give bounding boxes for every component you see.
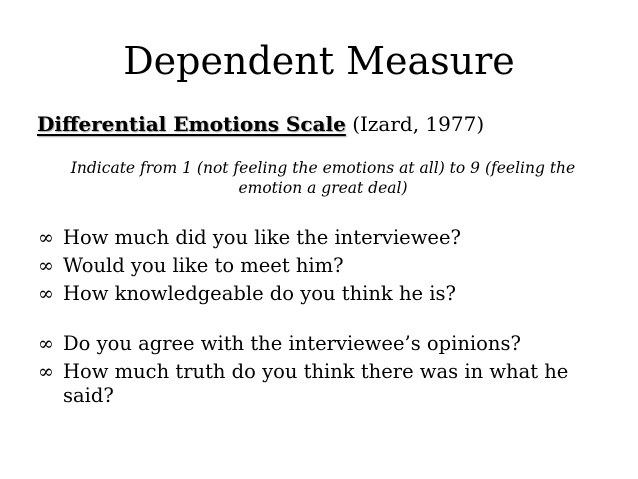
- instruction-text: Indicate from 1 (not feeling the emotions at all) to 9 (feeling the emotion a great deal): [70, 159, 576, 197]
- infinity-bullet-icon: ∞: [38, 333, 54, 355]
- question-item: [38, 226, 598, 250]
- question-text: Would you like to meet him?: [63, 254, 344, 277]
- infinity-bullet-icon: ∞: [38, 255, 54, 277]
- question-text: How knowledgeable do you think he is?: [63, 282, 456, 305]
- scale-citation: (Izard, 1977): [352, 112, 485, 136]
- question-text: Do you agree with the interviewee’s opinions?: [63, 332, 521, 355]
- page-title: Dependent Measure: [123, 39, 515, 83]
- question-text: How much truth do you think there was in what he said?: [63, 360, 569, 407]
- question-item: [38, 332, 598, 356]
- question-item: [38, 254, 598, 278]
- scale-heading: [37, 111, 484, 137]
- question-item: [38, 360, 598, 408]
- question-item: [38, 282, 598, 306]
- infinity-bullet-icon: ∞: [38, 361, 54, 383]
- question-text: How much did you like the interviewee?: [63, 226, 461, 249]
- infinity-bullet-icon: ∞: [38, 283, 54, 305]
- question-list: [38, 226, 598, 412]
- infinity-bullet-icon: ∞: [38, 227, 54, 249]
- scale-name: Differential Emotions Scale: [37, 112, 346, 136]
